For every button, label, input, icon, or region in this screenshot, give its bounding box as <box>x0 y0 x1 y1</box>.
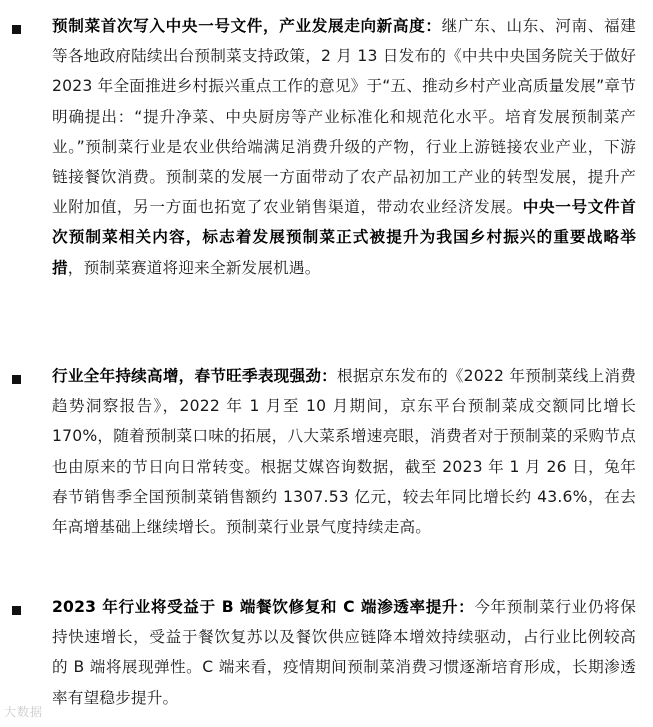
paragraph-2 <box>52 361 636 542</box>
paragraph-1-emphasis: 中央一号文件首次预制菜相关内容，标志着发展预制菜正式被提升为我国乡村振兴的重要战略举措 <box>52 198 636 277</box>
paragraph-1-heading: 预制菜首次写入中央一号文件，产业发展走向新高度： <box>52 17 442 35</box>
paragraph-1-body: 继广东、山东、河南、福建等各地政府陆续出台预制菜支持政策，2 月 13 日发布的《中共中央国务院关于做好 2023 年全面推进乡村振兴重点工作的意见》于“五、推动乡村产业高质量发展”章节明确提出：“提升净菜、中央厨房等产业标准化和规范化水平。培育发展预制菜产业。”预制菜行业是农业供给端满足消费升级的产物，行业上游链接农业产业，下游链接餐饮消费。预制菜的发展一方面带动了农产品初加工产业的转型发展，提升产业附加值，另一方面也拓宽了农业销售渠道，带动农业经济发展。 <box>52 17 636 217</box>
bullet-square-3 <box>12 606 21 615</box>
paragraph-3 <box>52 592 636 713</box>
watermark: 大数据 <box>4 705 44 719</box>
paragraph-3-body: 今年预制菜行业仍将保持快速增长，受益于餐饮复苏以及餐饮供应链降本增效持续驱动，占行业比例较高的 B 端将展现弹性。C 端来看，疫情期间预制菜消费习惯逐渐培育形成，长期渗透率有望稳步提升。 <box>52 598 636 707</box>
paragraph-2-heading: 行业全年持续高增，春节旺季表现强劲： <box>52 367 338 385</box>
bullet-square-2 <box>12 375 21 384</box>
paragraph-3-heading: 2023 年行业将受益于 B 端餐饮修复和 C 端渗透率提升： <box>52 598 475 616</box>
paragraph-2-body: 根据京东发布的《2022 年预制菜线上消费趋势洞察报告》，2022 年 1 月至 10 月期间，京东平台预制菜成交额同比增长 170%，随着预制菜口味的拓展，八大菜系增速亮眼，消费者对于预制菜的采购节点也由原来的节日向日常转变。根据艾媒咨询数据，截至 2023 年 1 月 26 日，兔年春节销售季全国预制菜销售额约 1307.53 亿元，较去年同比增长约 43.6%，在去年高增基础上继续增长。预制菜行业景气度持续走高。 <box>52 367 636 537</box>
paragraph-1 <box>52 11 636 283</box>
bullet-square-1 <box>12 25 21 34</box>
paragraph-1-tail: ，预制菜赛道将迎来全新发展机遇。 <box>67 258 321 277</box>
